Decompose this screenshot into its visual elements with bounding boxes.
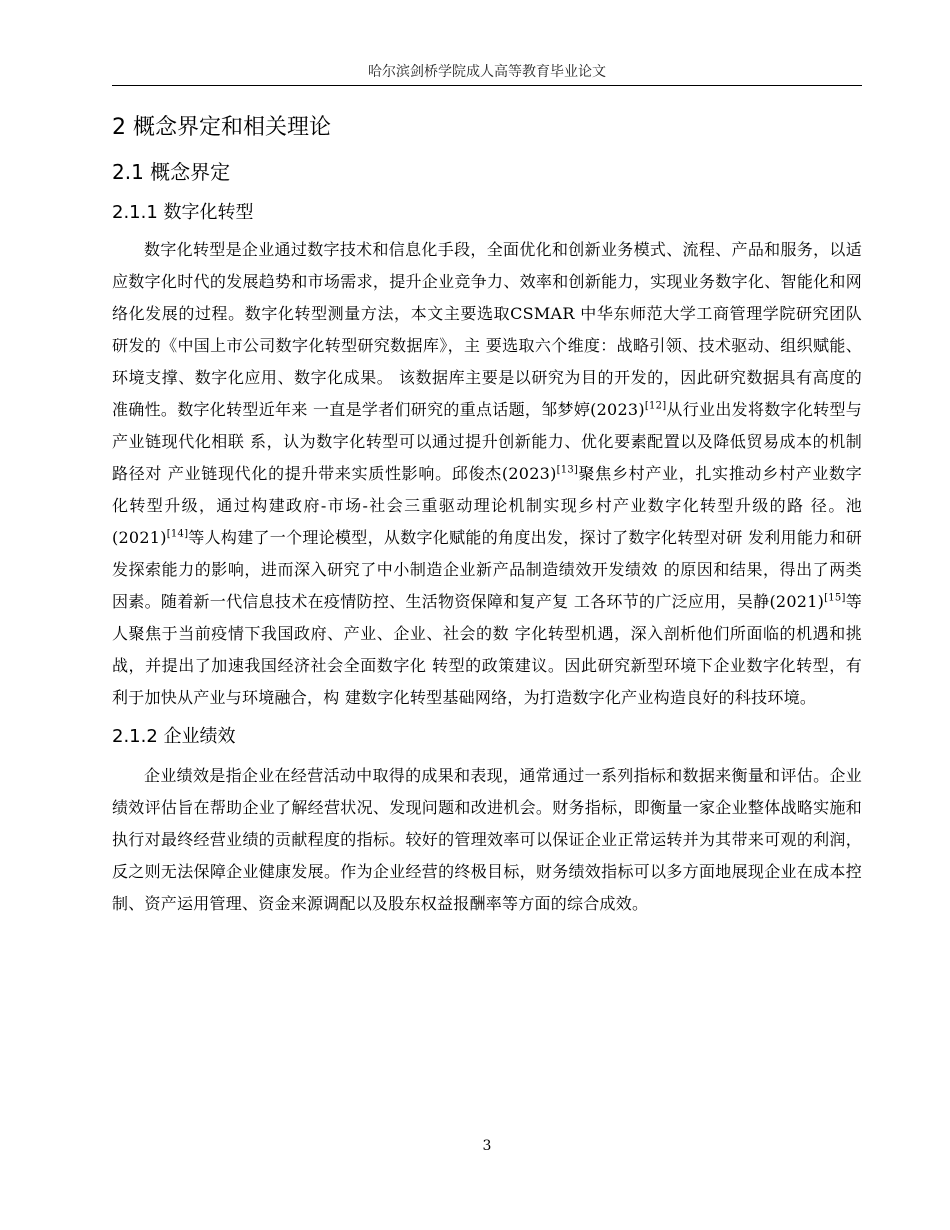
text-segment: 等人构建了一个理论模型，从数字化赋能的角度出发，探讨了数字化转型对研 发利用能力和研发探索能力的影响，进而深入研究了中小制造企业新产品制造绩效开发绩效 的原因和结果，得出了两类因素。随着新一代信息技术在疫情防控、生活物资保障和复产复 工各环节的广泛应用，吴静(2021): [112, 528, 862, 611]
page-body: [112, 108, 862, 920]
text-segment: 从行业出发将数字化转型与产业链现代化相联 系，认为数字化转型可以通过提升创新能力、优化要素配置以及降低贸易成本的机制路径对 产业链现代化的提升带来实质性影响。邱俊杰(2023): [112, 400, 862, 483]
subsection-title-digital-transformation: 2.1.1 数字化转型: [112, 202, 254, 223]
text-segment: 等人聚焦于当前疫情下我国政府、产业、企业、社会的数 字化转型机遇，深入剖析他们所面临的机遇和挑战，并提出了加速我国经济社会全面数字化 转型的政策建议。因此研究新型环境下企业数字化转型，有利于加快从产业与环境融合，构 建数字化转型基础网络，为打造数字化产业构造良好的科技环境。: [112, 592, 862, 707]
paragraph-enterprise-performance: 企业绩效是指企业在经营活动中取得的成果和表现，通常通过一系列指标和数据来衡量和评估。企业绩效评估旨在帮助企业了解经营状况、发现问题和改进机会。财务指标，即衡量一家企业整体战略实施和执行对最终经营业绩的贡献程度的指标。较好的管理效率可以保证企业正常运转并为其带来可观的利润，反之则无法保障企业健康发展。作为企业经营的终极目标，财务绩效指标可以多方面地展现企业在成本控制、资产运用管理、资金来源调配以及股东权益报酬率等方面的综合成效。: [112, 766, 862, 913]
citation-15: [15]: [824, 592, 846, 604]
text-segment: 数字化转型是企业通过数字技术和信息化手段，全面优化和创新业务模式、流程、产品和服务，以适应数字化时代的发展趋势和市场需求，提升企业竞争力、效率和创新能力，实现业务数字化、智能化和网络化发展的过程。数字化转型测量方法，本文主要选取CSMAR 中华东师范大学工商管理学院研究团队研发的《中国上市公司数字化转型研究数据库》，主 要选取六个维度：战略引领、技术驱动、组织赋能、环境支撑、数字化应用、数字化成果。 该数据库主要是以研究为目的开发的，因此研究数据具有高度的准确性。数字化转型近年来 一直是学者们研究的重点话题，邹梦婷(2023): [112, 240, 862, 419]
paragraph-digital-transformation: [112, 234, 862, 714]
citation-12: [12]: [644, 400, 667, 412]
section-title: 2.1 概念界定: [112, 160, 231, 184]
running-header: 哈尔滨剑桥学院成人高等教育毕业论文: [368, 64, 606, 80]
subsection-title-enterprise-performance: 2.1.2 企业绩效: [112, 726, 236, 747]
citation-13: [13]: [556, 464, 579, 476]
header-rule: [112, 85, 862, 86]
page-number: 3: [482, 1138, 492, 1154]
text-segment: 聚焦乡村产业，扎实推动乡村产业数字 化转型升级，通过构建政府-市场-社会三重驱动理论机制实现乡村产业数字化转型升级的路 径。池(2021): [112, 464, 862, 547]
chapter-title: 2 概念界定和相关理论: [112, 115, 331, 140]
citation-14: [14]: [166, 528, 189, 540]
